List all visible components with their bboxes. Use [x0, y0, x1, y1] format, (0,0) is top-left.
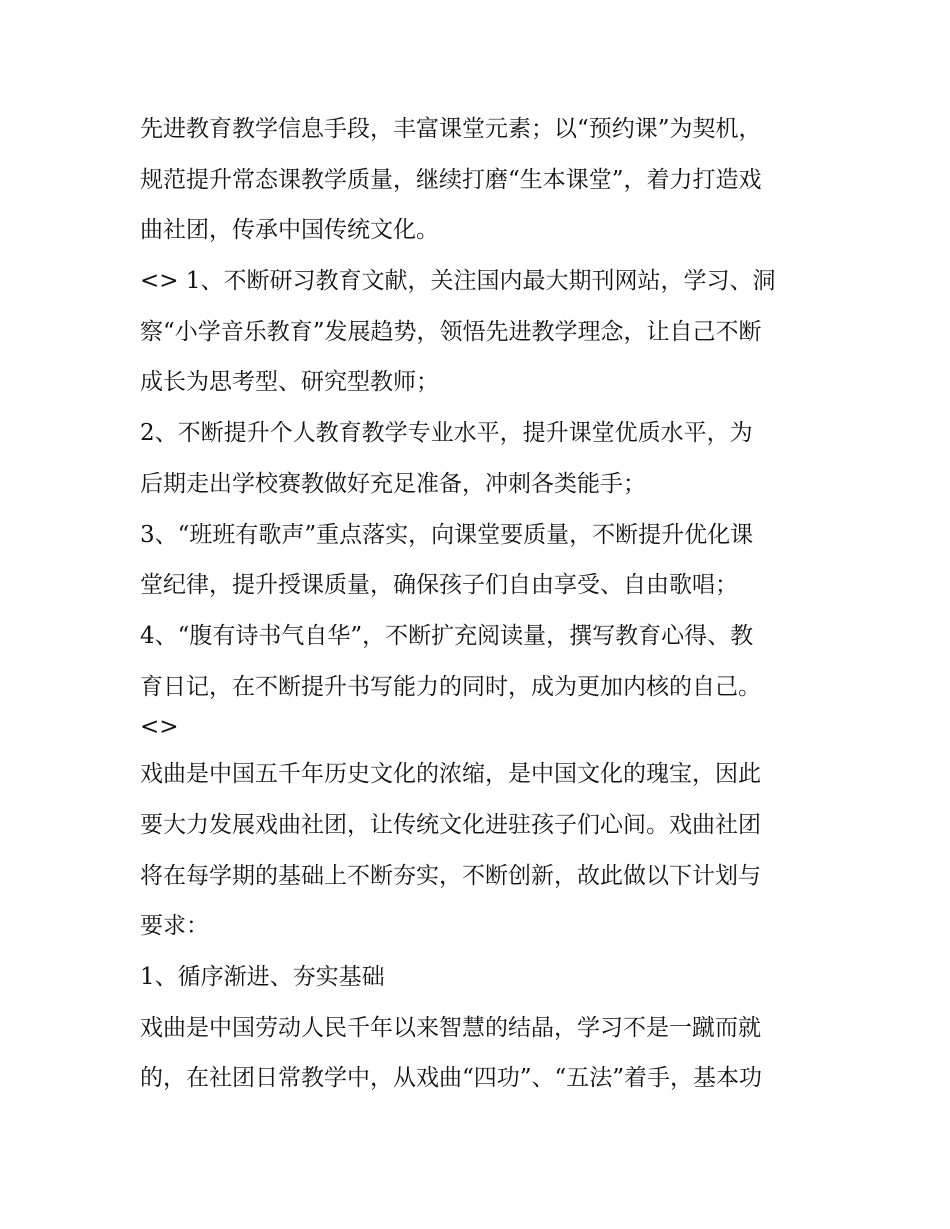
text-line: 3、“班班有歌声”重点落实，向课堂要质量，不断提升优化课 — [140, 521, 754, 548]
text-line: 察“小学音乐教育”发展趋势，领悟先进教学理念，让自己不断 — [140, 318, 762, 345]
text-line: <> 1、不断研习教育文献，关注国内最大期刊网站，学习、洞 — [140, 268, 776, 295]
text-line: 曲社团，传承中国传统文化。 — [140, 217, 439, 244]
body-text — [140, 104, 820, 1104]
text-line: 后期走出学校赛教做好充足准备，冲刺各类能手； — [140, 470, 646, 497]
text-line: 成长为思考型、研究型教师； — [140, 369, 439, 396]
text-line-marker: <> — [140, 714, 179, 741]
text-line: 4、“腹有诗书气自华”，不断扩充阅读量，撰写教育心得、教 — [140, 622, 754, 649]
text-line: 将在每学期的基础上不断夯实，不断创新，故此做以下计划与 — [140, 862, 761, 889]
section-heading: 1、循序渐进、夯实基础 — [140, 964, 385, 990]
text-line: 先进教育教学信息手段，丰富课堂元素；以“预约课”为契机， — [140, 116, 762, 142]
text-line: 戏曲是中国五千年历史文化的浓缩，是中国文化的瑰宝，因此 — [140, 761, 761, 788]
text-line: 育日记，在不断提升书写能力的同时，成为更加内核的自己。 — [140, 673, 761, 700]
text-line: 堂纪律，提升授课质量，确保孩子们自由享受、自由歌唱； — [140, 572, 738, 599]
text-line: 戏曲是中国劳动人民千年以来智慧的结晶，学习不是一蹴而就 — [140, 1014, 761, 1041]
text-line: 要求： — [140, 913, 209, 940]
text-line: 要大力发展戏曲社团，让传统文化进驻孩子们心间。戏曲社团 — [140, 811, 761, 838]
text-line: 的，在社团日常教学中，从戏曲“四功”、“五法”着手，基本功 — [140, 1065, 763, 1092]
text-line: 规范提升常态课教学质量，继续打磨“生本课堂”，着力打造戏 — [140, 166, 762, 193]
text-line: 2、不断提升个人教育教学专业水平，提升课堂优质水平，为 — [140, 420, 753, 447]
